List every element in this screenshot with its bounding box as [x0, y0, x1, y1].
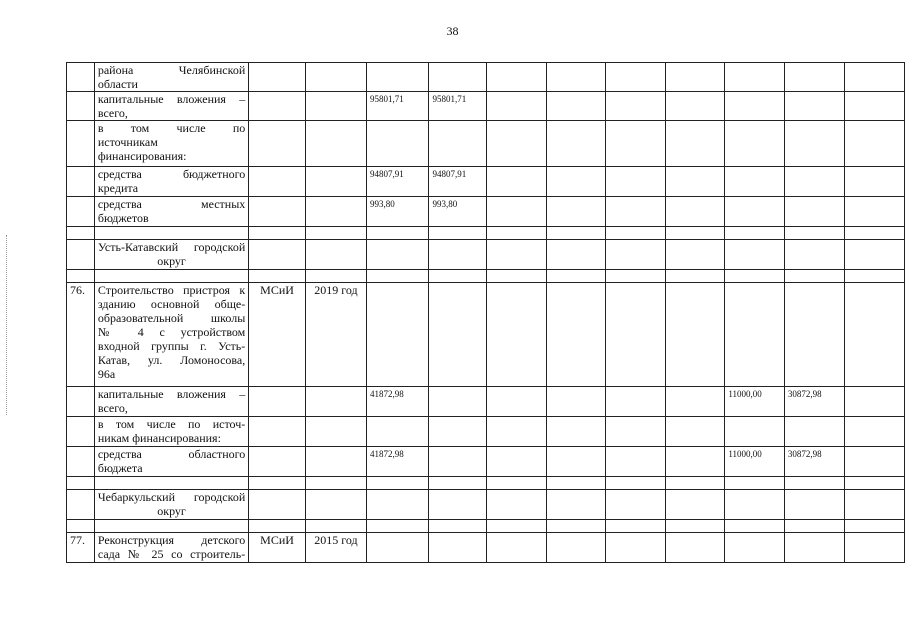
description-line: капитальные вложения – — [97, 92, 246, 106]
amount-cell-c3 — [487, 240, 547, 270]
row-number-cell — [67, 490, 95, 520]
description-line: Строительство пристроя к — [97, 283, 246, 297]
amount-cell-c4 — [546, 270, 606, 283]
description-cell — [94, 227, 248, 240]
responsible-org-cell — [249, 270, 306, 283]
amount-cell-c6 — [665, 283, 725, 387]
row-number-cell: 76. — [67, 283, 95, 387]
responsible-org-cell: МСиИ — [249, 533, 306, 563]
description-line: никам финансирования: — [97, 431, 221, 445]
description-line: всего, — [97, 106, 128, 120]
description-line: Чебаркульский городской — [97, 490, 246, 504]
amount-cell-c4 — [546, 197, 606, 227]
amount-cell-c8 — [784, 533, 844, 563]
amount-cell-c6 — [665, 533, 725, 563]
year-cell — [305, 387, 366, 417]
table-row — [67, 167, 905, 197]
amount-cell-c9 — [845, 121, 905, 167]
description-line: бюджета — [97, 461, 143, 475]
binding-margin-line — [6, 235, 7, 415]
amount-cell-c2 — [429, 270, 487, 283]
amount-cell-c1 — [367, 490, 429, 520]
row-number-cell — [67, 197, 95, 227]
amount-cell-c4 — [546, 227, 606, 240]
amount-cell-c2: 95801,71 — [429, 92, 487, 121]
amount-cell-c4 — [546, 167, 606, 197]
amount-cell-c8 — [784, 121, 844, 167]
responsible-org-cell — [249, 197, 306, 227]
row-number-cell — [67, 63, 95, 92]
table-row — [67, 533, 905, 563]
amount-cell-c8 — [784, 477, 844, 490]
responsible-org-cell — [249, 490, 306, 520]
table-row — [67, 240, 905, 270]
description-line: источникам — [97, 135, 158, 149]
amount-cell-c3 — [487, 387, 547, 417]
amount-cell-c6 — [665, 227, 725, 240]
row-number-cell — [67, 227, 95, 240]
amount-cell-c9 — [845, 477, 905, 490]
amount-cell-c5 — [606, 92, 666, 121]
description-line: области — [97, 77, 138, 91]
description-line: капитальные вложения – — [97, 387, 246, 401]
amount-cell-c8 — [784, 167, 844, 197]
year-cell — [305, 121, 366, 167]
amount-cell-c4 — [546, 520, 606, 533]
amount-cell-c3 — [487, 490, 547, 520]
amount-cell-c7 — [725, 533, 784, 563]
description-line: района Челябинской — [97, 63, 246, 77]
amount-cell-c2 — [429, 121, 487, 167]
amount-cell-c7: 11000,00 — [725, 387, 784, 417]
responsible-org-cell: МСиИ — [249, 283, 306, 387]
amount-cell-c3 — [487, 227, 547, 240]
amount-cell-c5 — [606, 477, 666, 490]
amount-cell-c1: 993,80 — [367, 197, 429, 227]
page-number: 38 — [446, 24, 459, 38]
amount-cell-c9 — [845, 197, 905, 227]
amount-cell-c6 — [665, 387, 725, 417]
table-row — [67, 520, 905, 533]
amount-cell-c4 — [546, 121, 606, 167]
row-number-cell — [67, 92, 95, 121]
amount-cell-c8 — [784, 197, 844, 227]
amount-cell-c7 — [725, 92, 784, 121]
description-line: образовательной школы — [97, 311, 246, 325]
amount-cell-c1 — [367, 417, 429, 447]
row-number-cell — [67, 387, 95, 417]
table-row — [67, 227, 905, 240]
amount-cell-c5 — [606, 270, 666, 283]
amount-cell-c3 — [487, 533, 547, 563]
amount-cell-c3 — [487, 417, 547, 447]
amount-cell-c6 — [665, 63, 725, 92]
row-number-cell: 77. — [67, 533, 95, 563]
year-cell — [305, 447, 366, 477]
description-line: № 4 с устройством — [97, 325, 246, 339]
amount-cell-c5 — [606, 447, 666, 477]
description-cell — [94, 92, 248, 121]
amount-cell-c1 — [367, 477, 429, 490]
year-cell — [305, 417, 366, 447]
amount-cell-c2 — [429, 387, 487, 417]
amount-cell-c6 — [665, 490, 725, 520]
table-row — [67, 63, 905, 92]
amount-cell-c8 — [784, 92, 844, 121]
amount-cell-c2 — [429, 490, 487, 520]
amount-cell-c2 — [429, 63, 487, 92]
year-cell — [305, 63, 366, 92]
amount-cell-c5 — [606, 283, 666, 387]
amount-cell-c3 — [487, 197, 547, 227]
amount-cell-c3 — [487, 477, 547, 490]
description-line: Реконструкция детского — [97, 533, 246, 547]
row-number-cell — [67, 167, 95, 197]
amount-cell-c7 — [725, 270, 784, 283]
amount-cell-c4 — [546, 240, 606, 270]
amount-cell-c8 — [784, 283, 844, 387]
amount-cell-c2 — [429, 227, 487, 240]
amount-cell-c5 — [606, 121, 666, 167]
amount-cell-c3 — [487, 447, 547, 477]
amount-cell-c7 — [725, 63, 784, 92]
description-cell — [94, 533, 248, 563]
amount-cell-c5 — [606, 227, 666, 240]
description-line: кредита — [97, 181, 139, 195]
table-row — [67, 270, 905, 283]
amount-cell-c4 — [546, 283, 606, 387]
amount-cell-c6 — [665, 167, 725, 197]
amount-cell-c7 — [725, 520, 784, 533]
year-cell — [305, 520, 366, 533]
row-number-cell — [67, 520, 95, 533]
amount-cell-c8 — [784, 520, 844, 533]
amount-cell-c9 — [845, 92, 905, 121]
amount-cell-c9 — [845, 283, 905, 387]
amount-cell-c9 — [845, 167, 905, 197]
amount-cell-c4 — [546, 477, 606, 490]
table-row — [67, 387, 905, 417]
amount-cell-c1 — [367, 270, 429, 283]
year-cell — [305, 490, 366, 520]
year-cell — [305, 270, 366, 283]
amount-cell-c2: 993,80 — [429, 197, 487, 227]
responsible-org-cell — [249, 520, 306, 533]
amount-cell-c6 — [665, 477, 725, 490]
table-row — [67, 283, 905, 387]
amount-cell-c5 — [606, 197, 666, 227]
row-number-cell — [67, 270, 95, 283]
amount-cell-c8 — [784, 417, 844, 447]
amount-cell-c9 — [845, 520, 905, 533]
amount-cell-c1: 95801,71 — [367, 92, 429, 121]
description-line: бюджетов — [97, 211, 149, 225]
amount-cell-c9 — [845, 447, 905, 477]
amount-cell-c7 — [725, 121, 784, 167]
responsible-org-cell — [249, 227, 306, 240]
table-row — [67, 477, 905, 490]
row-number-cell — [67, 121, 95, 167]
year-cell: 2019 год — [305, 283, 366, 387]
budget-table — [66, 62, 905, 563]
amount-cell-c7 — [725, 283, 784, 387]
amount-cell-c1: 94807,91 — [367, 167, 429, 197]
amount-cell-c7 — [725, 477, 784, 490]
amount-cell-c3 — [487, 520, 547, 533]
description-line: Усть-Катавский городской — [97, 240, 246, 254]
amount-cell-c2 — [429, 447, 487, 477]
amount-cell-c8 — [784, 270, 844, 283]
description-cell — [94, 520, 248, 533]
description-cell — [94, 121, 248, 167]
amount-cell-c1 — [367, 63, 429, 92]
amount-cell-c3 — [487, 270, 547, 283]
amount-cell-c8: 30872,98 — [784, 387, 844, 417]
amount-cell-c2 — [429, 417, 487, 447]
amount-cell-c9 — [845, 490, 905, 520]
amount-cell-c5 — [606, 387, 666, 417]
table-row — [67, 447, 905, 477]
amount-cell-c9 — [845, 240, 905, 270]
amount-cell-c4 — [546, 490, 606, 520]
description-line: входной группы г. Усть- — [97, 339, 246, 353]
amount-cell-c7 — [725, 240, 784, 270]
description-cell — [94, 167, 248, 197]
description-cell — [94, 477, 248, 490]
responsible-org-cell — [249, 447, 306, 477]
responsible-org-cell — [249, 63, 306, 92]
description-cell — [94, 197, 248, 227]
amount-cell-c6 — [665, 417, 725, 447]
description-cell — [94, 63, 248, 92]
amount-cell-c9 — [845, 63, 905, 92]
amount-cell-c7 — [725, 167, 784, 197]
amount-cell-c6 — [665, 197, 725, 227]
amount-cell-c5 — [606, 167, 666, 197]
description-line: средства областного — [97, 447, 246, 461]
amount-cell-c8 — [784, 227, 844, 240]
amount-cell-c7 — [725, 197, 784, 227]
amount-cell-c7: 11000,00 — [725, 447, 784, 477]
responsible-org-cell — [249, 167, 306, 197]
description-cell — [94, 283, 248, 387]
amount-cell-c6 — [665, 447, 725, 477]
amount-cell-c2 — [429, 533, 487, 563]
amount-cell-c5 — [606, 490, 666, 520]
description-line: зданию основной обще- — [97, 297, 246, 311]
year-cell — [305, 227, 366, 240]
table-row — [67, 121, 905, 167]
description-line: округ — [157, 504, 186, 518]
row-number-cell — [67, 447, 95, 477]
amount-cell-c6 — [665, 270, 725, 283]
responsible-org-cell — [249, 477, 306, 490]
amount-cell-c1: 41872,98 — [367, 447, 429, 477]
description-cell — [94, 387, 248, 417]
amount-cell-c2: 94807,91 — [429, 167, 487, 197]
row-number-cell — [67, 417, 95, 447]
description-line: Катав, ул. Ломоносова, — [97, 353, 246, 367]
responsible-org-cell — [249, 240, 306, 270]
amount-cell-c2 — [429, 520, 487, 533]
amount-cell-c5 — [606, 63, 666, 92]
amount-cell-c2 — [429, 283, 487, 387]
amount-cell-c9 — [845, 270, 905, 283]
description-cell — [94, 270, 248, 283]
amount-cell-c8 — [784, 490, 844, 520]
amount-cell-c1 — [367, 240, 429, 270]
year-cell — [305, 240, 366, 270]
amount-cell-c4 — [546, 447, 606, 477]
description-line: в том числе по — [97, 121, 246, 135]
amount-cell-c2 — [429, 477, 487, 490]
amount-cell-c8 — [784, 63, 844, 92]
amount-cell-c3 — [487, 92, 547, 121]
description-line: всего, — [97, 401, 128, 415]
amount-cell-c7 — [725, 227, 784, 240]
amount-cell-c6 — [665, 240, 725, 270]
amount-cell-c3 — [487, 167, 547, 197]
description-cell — [94, 447, 248, 477]
amount-cell-c1 — [367, 121, 429, 167]
year-cell: 2015 год — [305, 533, 366, 563]
year-cell — [305, 197, 366, 227]
description-line: сада № 25 со строитель- — [97, 547, 246, 561]
amount-cell-c4 — [546, 533, 606, 563]
description-line: средства местных — [97, 197, 246, 211]
row-number-cell — [67, 477, 95, 490]
description-cell — [94, 490, 248, 520]
table-row — [67, 197, 905, 227]
year-cell — [305, 167, 366, 197]
responsible-org-cell — [249, 121, 306, 167]
amount-cell-c4 — [546, 63, 606, 92]
amount-cell-c7 — [725, 490, 784, 520]
table-body — [67, 63, 905, 563]
amount-cell-c2 — [429, 240, 487, 270]
amount-cell-c8: 30872,98 — [784, 447, 844, 477]
table-row — [67, 417, 905, 447]
amount-cell-c7 — [725, 417, 784, 447]
amount-cell-c3 — [487, 121, 547, 167]
amount-cell-c5 — [606, 533, 666, 563]
amount-cell-c9 — [845, 533, 905, 563]
amount-cell-c9 — [845, 227, 905, 240]
responsible-org-cell — [249, 92, 306, 121]
amount-cell-c9 — [845, 417, 905, 447]
description-line: финансирования: — [97, 149, 187, 163]
table-row — [67, 490, 905, 520]
amount-cell-c6 — [665, 92, 725, 121]
amount-cell-c5 — [606, 240, 666, 270]
responsible-org-cell — [249, 387, 306, 417]
amount-cell-c4 — [546, 417, 606, 447]
amount-cell-c9 — [845, 387, 905, 417]
description-line: 96а — [97, 367, 116, 381]
amount-cell-c1 — [367, 283, 429, 387]
year-cell — [305, 92, 366, 121]
table-row — [67, 92, 905, 121]
description-line: в том числе по источ- — [97, 417, 246, 431]
description-cell — [94, 240, 248, 270]
amount-cell-c4 — [546, 387, 606, 417]
description-line: округ — [157, 254, 186, 268]
description-line: средства бюджетного — [97, 167, 246, 181]
amount-cell-c3 — [487, 283, 547, 387]
amount-cell-c1: 41872,98 — [367, 387, 429, 417]
description-cell — [94, 417, 248, 447]
amount-cell-c4 — [546, 92, 606, 121]
amount-cell-c6 — [665, 121, 725, 167]
year-cell — [305, 477, 366, 490]
amount-cell-c1 — [367, 227, 429, 240]
amount-cell-c3 — [487, 63, 547, 92]
amount-cell-c5 — [606, 520, 666, 533]
amount-cell-c1 — [367, 520, 429, 533]
amount-cell-c1 — [367, 533, 429, 563]
amount-cell-c5 — [606, 417, 666, 447]
row-number-cell — [67, 240, 95, 270]
amount-cell-c6 — [665, 520, 725, 533]
responsible-org-cell — [249, 417, 306, 447]
amount-cell-c8 — [784, 240, 844, 270]
